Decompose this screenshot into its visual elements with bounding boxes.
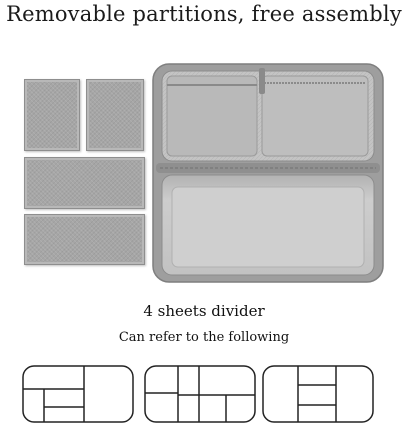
layout-diagram-1: [22, 365, 134, 423]
refer-caption: Can refer to the following: [118, 330, 290, 345]
divider-panel-long-upper: [24, 157, 145, 209]
divider-panel-small-left: [24, 79, 80, 151]
layout-diagram-icon: [144, 365, 256, 423]
layout-diagram-2: [144, 365, 256, 423]
layout-diagram-icon: [22, 365, 134, 423]
divider-count-caption: 4 sheets divider: [143, 302, 265, 320]
storage-case-icon: [152, 63, 384, 283]
layout-diagram-icon: [262, 365, 374, 423]
divider-panel-small-right: [86, 79, 144, 151]
layout-diagram-3: [262, 365, 374, 423]
headline: Removable partitions, free assembly: [6, 2, 402, 26]
storage-case-image: [152, 63, 384, 283]
divider-panel-long-lower: [24, 214, 145, 265]
